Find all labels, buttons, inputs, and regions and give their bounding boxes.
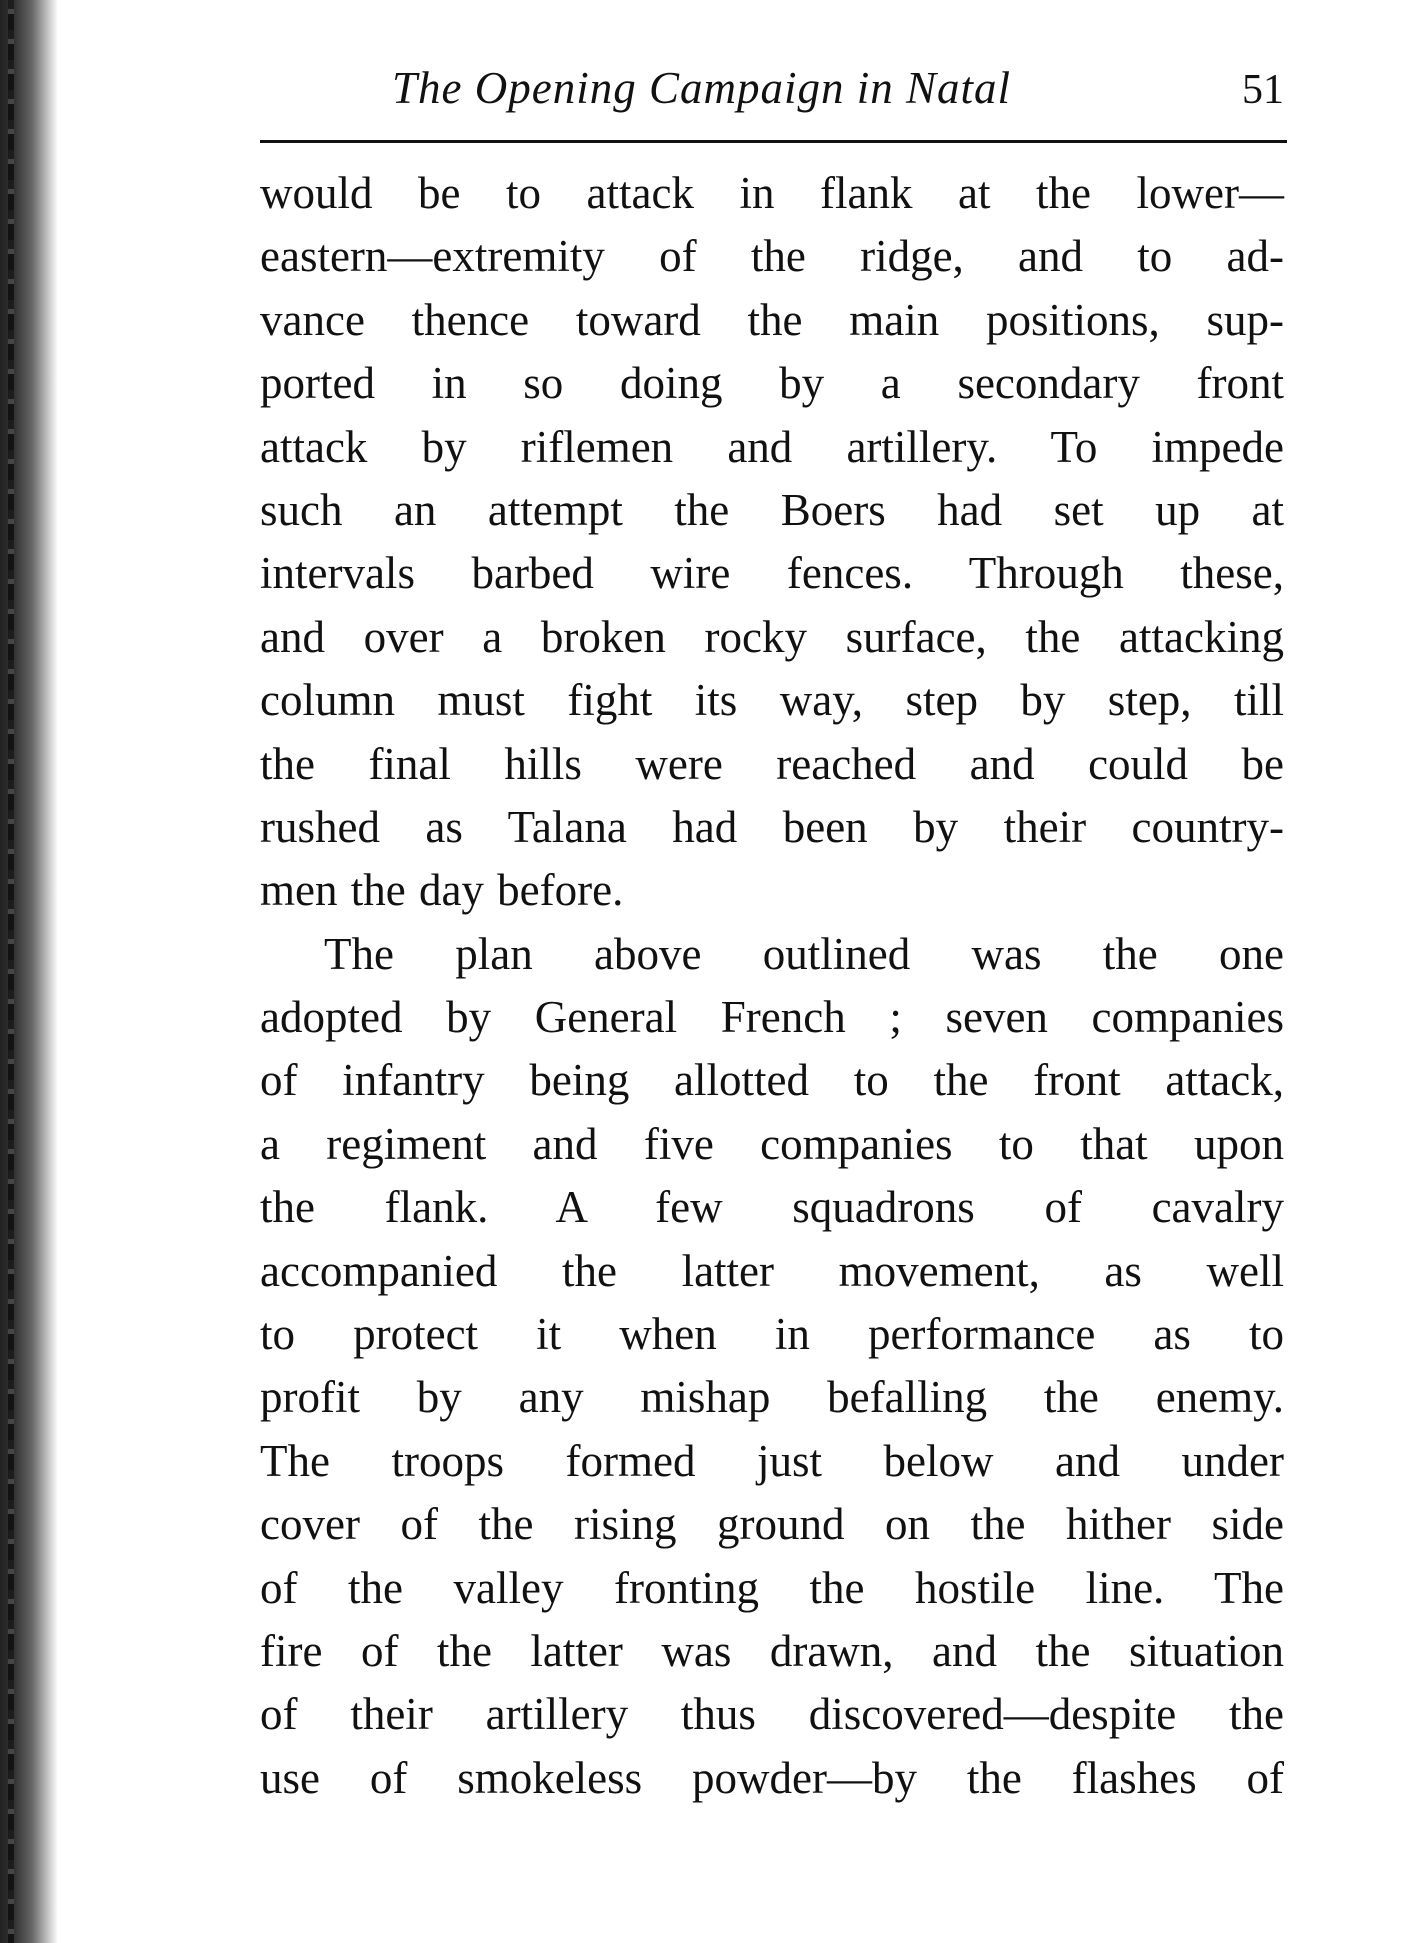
text-line: profit by any mishap befalling the enemy.: [260, 1372, 1284, 1423]
text-line: of their artillery thus discovered—despite the: [260, 1689, 1284, 1740]
text-line: cover of the rising ground on the hither side: [260, 1499, 1284, 1550]
text-line: and over a broken rocky surface, the attacking: [260, 611, 1284, 662]
text-line: men the day before.: [260, 865, 624, 916]
text-line: The plan above outlined was the one: [324, 928, 1284, 979]
page-number: 51: [1242, 67, 1284, 113]
text-line: ported in so doing by a secondary front: [260, 358, 1284, 409]
text-line: of infantry being allotted to the front attack,: [260, 1055, 1284, 1106]
text-line: adopted by General French ; seven companies: [260, 992, 1284, 1043]
text-line: to protect it when in performance as to: [260, 1309, 1284, 1360]
header-rule: [260, 140, 1287, 143]
text-line: eastern—extremity of the ridge, and to ad-: [260, 231, 1284, 282]
text-line: accompanied the latter movement, as well: [260, 1245, 1284, 1296]
text-line: the final hills were reached and could be: [260, 738, 1284, 789]
text-line: intervals barbed wire fences. Through these,: [260, 548, 1284, 599]
text-line: fire of the latter was drawn, and the situation: [260, 1625, 1284, 1676]
text-line: vance thence toward the main positions, sup-: [260, 294, 1284, 345]
running-header: [392, 62, 1284, 126]
text-line: the flank. A few squadrons of cavalry: [260, 1182, 1284, 1233]
text-line: use of smokeless powder—by the flashes of: [260, 1752, 1284, 1803]
text-line: such an attempt the Boers had set up at: [260, 484, 1284, 535]
text-line: rushed as Talana had been by their country-: [260, 801, 1284, 852]
body-text: [260, 162, 1284, 1810]
binding-shadow: [8, 0, 14, 1943]
text-line: column must fight its way, step by step, till: [260, 675, 1284, 726]
text-line: attack by riflemen and artillery. To impede: [260, 421, 1284, 472]
text-line: The troops formed just below and under: [260, 1435, 1284, 1486]
text-line: of the valley fronting the hostile line. The: [260, 1562, 1284, 1613]
running-title: The Opening Campaign in Natal: [392, 63, 1012, 113]
text-line: would be to attack in flank at the lower—: [260, 168, 1284, 218]
book-binding-edge: [0, 0, 58, 1943]
text-line: a regiment and five companies to that upon: [260, 1118, 1284, 1169]
